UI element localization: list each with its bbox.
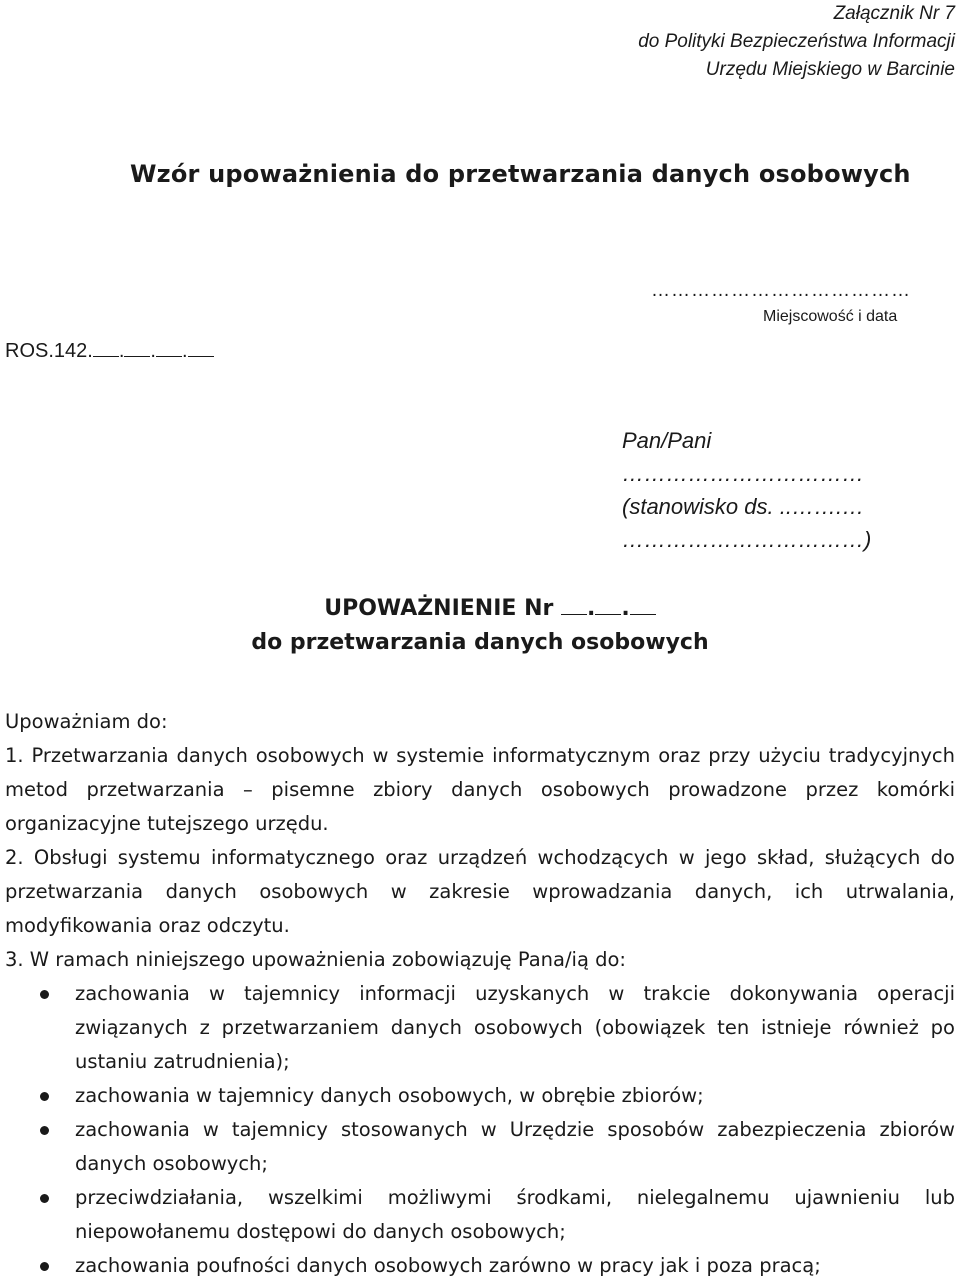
authorization-subtitle: do przetwarzania danych osobowych (251, 630, 709, 655)
attachment-number: Załącznik Nr 7 (833, 3, 955, 24)
obligations-list (5, 977, 955, 1283)
place-date-label: Miejscowość i data (763, 308, 898, 325)
reference-prefix: ROS.142. (5, 340, 93, 362)
addressee-name-field: …………………………… (622, 461, 864, 486)
authorization-blank-1 (561, 600, 587, 615)
list-item: zachowania poufności danych osobowych zarówno w pracy jak i poza pracą; (5, 1249, 955, 1283)
attachment-header (638, 0, 955, 84)
bullet-icon (40, 1262, 49, 1271)
document-title: Wzór upoważnienia do przetwarzania danych osobowych (130, 160, 911, 188)
authorization-heading (0, 592, 960, 660)
list-item: zachowania w tajemnicy informacji uzyskanych w trakcie dokonywania operacji związanych z przetwarzaniem danych osobowych (obowiązek ten istnieje również po ustaniu zatrudnienia); (5, 977, 955, 1079)
addressee-position-field: ……………………………) (622, 527, 872, 552)
bullet-icon (40, 1126, 49, 1135)
addressee-block (622, 424, 871, 556)
reference-blank-2 (124, 342, 150, 357)
item-1: 1. Przetwarzania danych osobowych w systemie informatycznym oraz przy użyciu tradycyjnych metod przetwarzania – pisemne zbiory danych osobowych prowadzone przez komórki organizacyjne tutejszego urzędu. (5, 744, 955, 835)
reference-blank-1 (93, 342, 119, 357)
list-item: zachowania w tajemnicy danych osobowych, w obrębie zbiorów; (5, 1079, 955, 1113)
bullet-icon (40, 990, 49, 999)
bullet-icon (40, 1092, 49, 1101)
addressee-salutation: Pan/Pani (622, 428, 712, 453)
place-date-field: ………………………………… (651, 280, 911, 301)
list-item: przeciwdziałania, wszelkimi możliwymi środkami, nielegalnemu ujawnieniu lub niepowołanemu dostępowi do danych osobowych; (5, 1181, 955, 1249)
policy-name: do Polityki Bezpieczeństwa Informacji (638, 31, 955, 52)
item-3: 3. W ramach niniejszego upoważnienia zobowiązuję Pana/ią do: (5, 948, 626, 971)
list-item: zachowania w tajemnicy stosowanych w Urzędzie sposobów zabezpieczenia zbiorów danych osobowych; (5, 1113, 955, 1181)
authorization-blank-2 (595, 600, 621, 615)
reference-blank-4 (188, 342, 214, 357)
reference-blank-3 (156, 342, 182, 357)
authorization-number: UPOWAŻNIENIE Nr . . (0, 592, 960, 626)
authorization-blank-3 (630, 600, 656, 615)
office-name: Urzędu Miejskiego w Barcinie (705, 59, 955, 80)
item-2: 2. Obsługi systemu informatycznego oraz urządzeń wchodzących w jego skład, służących do przetwarzania danych osobowych w zakresie wprowadzania danych, ich utrwalania, modyfikowania oraz odczytu. (5, 846, 955, 937)
reference-number: ROS.142. . . . (5, 340, 214, 363)
bullet-icon (40, 1194, 49, 1203)
authorization-body (5, 705, 955, 1283)
intro-text: Upoważniam do: (5, 710, 168, 733)
addressee-position: (stanowisko ds. ..…….… (622, 494, 865, 519)
